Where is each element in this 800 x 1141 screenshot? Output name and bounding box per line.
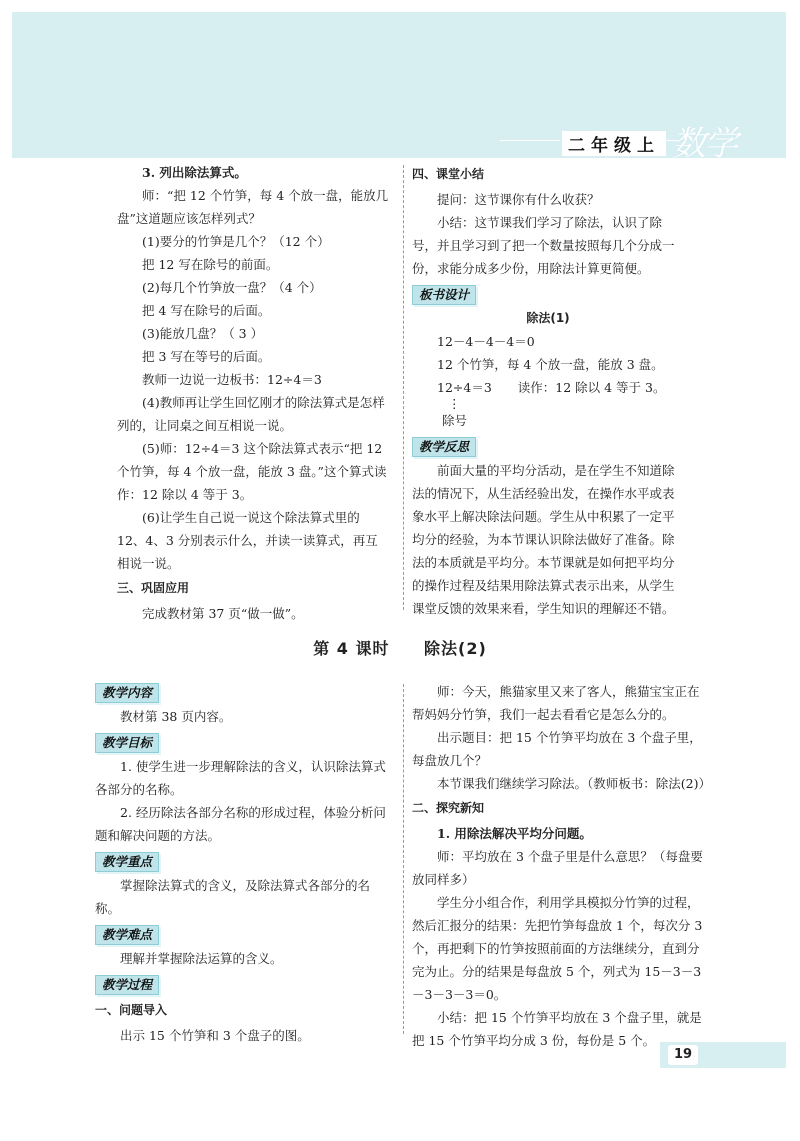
paragraph: 小结：把 15 个竹笋平均放在 3 个盘子里，就是把 15 个竹笋平均分成 3 份，每份是 5 个。: [412, 1010, 702, 1048]
board-dots: ⋮: [448, 396, 461, 411]
reflection-tag: 教学反思: [412, 437, 476, 457]
lower-left-column: [95, 678, 391, 1047]
column-divider: [403, 165, 404, 610]
lower-right-column: [412, 680, 711, 1052]
paragraph: (4)教师再让学生回忆刚才的除法算式是怎样列的，让同桌之间互相说一说。: [117, 395, 385, 433]
paragraph: 学生分小组合作，利用学具模拟分竹笋的过程，然后汇报分的结果：先把竹笋每盘放 1 个，每次分 3 个，再把剩下的竹笋按照前面的方法继续分，直到分完为止。分的结果是每盘放 5 个，列式为 15－3－3－3－3－3＝0。: [412, 895, 703, 1002]
paragraph: 1. 使学生进一步理解除法的含义，认识除法算式各部分的名称。: [95, 759, 386, 797]
board-title: 除法(1): [526, 311, 570, 325]
board-line: 12 个竹笋，每 4 个放一盘，能放 3 盘。: [437, 357, 664, 372]
grade-label: 二年级上: [562, 131, 666, 156]
difficulty-tag: 教学难点: [95, 925, 159, 945]
board-equation: 12÷4＝3: [437, 380, 492, 395]
paragraph: (1)要分的竹笋是几个？（12 个）: [142, 234, 330, 249]
board-division-sign: 除号: [442, 413, 468, 428]
header-band: [12, 12, 786, 158]
page-number: 19: [668, 1045, 698, 1065]
lesson-title: [0, 636, 800, 659]
paragraph: 2. 经历除法各部分名称的形成过程，体验分析问题和解决问题的方法。: [95, 805, 386, 843]
process-tag: 教学过程: [95, 975, 159, 995]
paragraph: 教材第 38 页内容。: [120, 709, 232, 724]
goal-tag: 教学目标: [95, 733, 159, 753]
upper-left-column: [117, 161, 389, 625]
paragraph: 出示题目：把 15 个竹笋平均放在 3 个盘子里，每盘放几个？: [412, 730, 702, 768]
section-heading: 四、课堂小结: [412, 167, 485, 181]
paragraph: 师：平均放在 3 个盘子里是什么意思？（每盘要放同样多）: [412, 849, 703, 887]
paragraph: 出示 15 个竹笋和 3 个盘子的图。: [120, 1028, 310, 1043]
paragraph: 把 4 写在除号的后面。: [142, 303, 271, 318]
upper-right-column: [412, 161, 684, 620]
paragraph: 把 12 写在除号的前面。: [142, 257, 279, 272]
header-line: [500, 140, 560, 141]
paragraph: 3. 列出除法算式。: [142, 165, 247, 180]
paragraph: 掌握除法算式的含义，及除法算式各部分的名称。: [95, 878, 371, 916]
subject-logo: 数学: [672, 124, 736, 164]
page-number-band: [660, 1042, 786, 1068]
paragraph: 1. 用除法解决平均分问题。: [437, 826, 592, 841]
key-point-tag: 教学重点: [95, 852, 159, 872]
board-line: 12－4－4－4＝0: [437, 334, 535, 349]
paragraph: 前面大量的平均分活动，是在学生不知道除法的情况下，从生活经验出发，在操作水平或表象水平上解决除法问题。学生从中积累了一定平均分的经验，为本节课认识除法做好了准备。除法的本质就是平均分。本节课就是如何把平均分的操作过程及结果用除法算式表示出来，从学生课堂反馈的效果来看，学生知识的理解还不错。: [412, 463, 675, 616]
paragraph: (3)能放几盘？（ 3 ）: [142, 326, 264, 341]
section-heading: 三、巩固应用: [117, 581, 190, 595]
section-heading: 二、探究新知: [412, 801, 485, 815]
paragraph: 小结：这节课我们学习了除法，认识了除号，并且学习到了把一个数量按照每几个分成一份，求能分成多少份，用除法计算更简便。: [412, 215, 675, 276]
lesson-name: 除法(2): [424, 639, 487, 658]
content-tag: 教学内容: [95, 683, 159, 703]
paragraph: 本节课我们继续学习除法。（教师板书：除法(2)）: [437, 776, 711, 791]
paragraph: 提问：这节课你有什么收获？: [437, 192, 600, 207]
board-design-tag: 板书设计: [412, 285, 476, 305]
paragraph: 师：今天，熊猫家里又来了客人，熊猫宝宝正在帮妈妈分竹笋，我们一起去看看它是怎么分的。: [412, 684, 700, 722]
paragraph: 教师一边说一边板书：12÷4＝3: [142, 372, 322, 387]
board-reading: 读作：12 除以 4 等于 3。: [517, 380, 666, 395]
paragraph: 把 3 写在等号的后面。: [142, 349, 271, 364]
section-heading: 一、问题导入: [95, 1003, 168, 1017]
lesson-number: 第 4 课时: [313, 639, 390, 658]
paragraph: (2)每几个竹笋放一盘？（4 个）: [142, 280, 322, 295]
column-divider: [403, 684, 404, 1034]
paragraph: 理解并掌握除法运算的含义。: [120, 951, 283, 966]
paragraph: 完成教材第 37 页“做一做”。: [142, 606, 304, 621]
paragraph: (5)师：12÷4＝3 这个除法算式表示“把 12 个竹笋，每 4 个放一盘，能放 3 盘。”这个算式读作：12 除以 4 等于 3。: [117, 441, 387, 502]
paragraph: (6)让学生自己说一说这个除法算式里的 12、4、3 分别表示什么，并读一读算式，再互相说一说。: [117, 510, 378, 571]
paragraph: 师：“把 12 个竹笋，每 4 个放一盘，能放几盘”这道题应该怎样列式？: [117, 188, 389, 226]
